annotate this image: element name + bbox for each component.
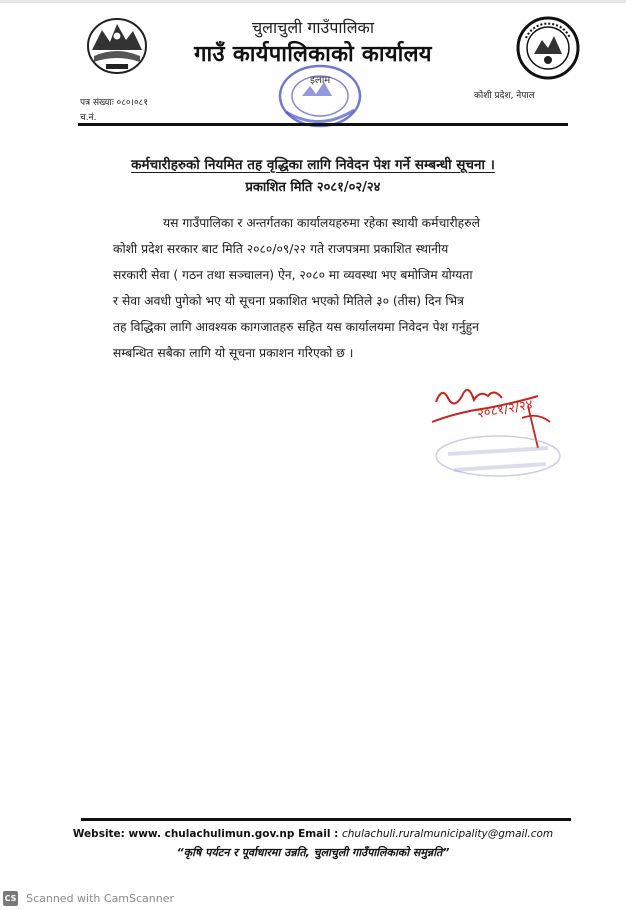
header-divider (78, 123, 568, 126)
body-line: सम्बन्धित सबैका लागि यो सूचना प्रकाशन गरिएको छ । (113, 346, 354, 360)
notice-subject (0, 155, 626, 173)
body-line: तह विद्धिका लागि आवश्यक कागजातहरु सहित यस कार्यालयमा निवेदन पेश गर्नुहुन (113, 320, 479, 334)
website-label: Website: www. chulachulimun.gov.np Email : (72, 828, 339, 840)
notice-subject-text: कर्मचारीहरुको नियमित तह वृद्धिका लागि निवेदन पेश गर्ने सम्बन्धी सूचना । (131, 157, 495, 173)
published-date: प्रकाशित मिति २०८१/०२/२४ (245, 180, 381, 195)
top-edge-line (0, 0, 626, 3)
scanner-label: Scanned with CamScanner (26, 892, 175, 905)
body-line: यस गाउँपालिका र अन्तर्गतका कार्यालयहरुमा रहेका स्थायी कर्मचारीहरुले (163, 216, 480, 230)
footer-divider (81, 818, 571, 821)
body-line: र सेवा अवधी पुगेको भए यो सूचना प्रकाशित भएको मितिले ३० (तीस) दिन भित्र (113, 294, 464, 308)
dispatch-number: च.नं. (80, 113, 97, 123)
scanner-watermark (3, 888, 174, 904)
body-line: सरकारी सेवा ( गठन तथा सञ्चालन) ऐन, २०८० मा व्यवस्था भए बमोजिम योग्यता (113, 268, 473, 282)
organization-name: चुलाचुली गाउँपालिका (252, 18, 374, 37)
camscanner-logo-icon: CS (3, 891, 18, 906)
sub-location: इलाम (310, 75, 331, 86)
body-line: कोशी प्रदेश सरकार बाट मिति २०८०/०९/२२ गते राजपत्रमा प्रकाशित स्थानीय (113, 242, 449, 256)
signature-image (418, 378, 568, 488)
signature-date: २०८१/२/२४ (476, 397, 534, 422)
reference-number: पत्र संख्याः ०८०।०८१ (80, 98, 149, 108)
office-name: गाउँ कार्यपालिकाको कार्यालय (194, 42, 432, 67)
footer-motto: “कृषि पर्यटन र पूर्वाधारमा उन्नति, चुलाचुली गाउँपालिकाको समुन्नति” (176, 846, 450, 859)
province-address: कोशी प्रदेश, नेपाल (474, 91, 535, 101)
email-address: chulachuli.ruralmunicipality@gmail.com (341, 828, 554, 840)
footer-contact (0, 828, 626, 840)
